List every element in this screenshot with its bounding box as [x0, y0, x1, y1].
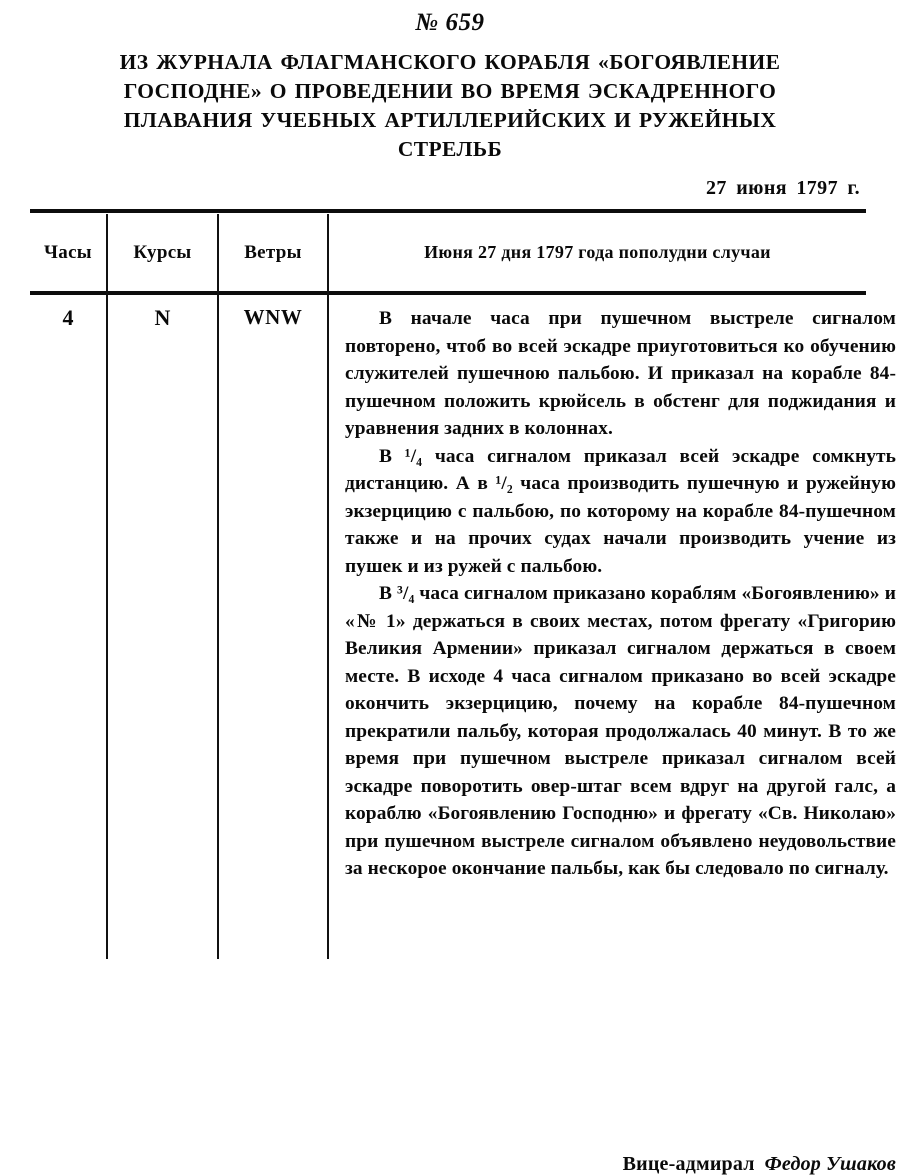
event-paragraph-3: В ³/₄ часа сигналом приказано кораблям «Богоявлению» и «№ 1» держаться в своих местах, потом фрегату «Григорию Великия Армении» приказал сигналом держаться в своем месте. В исходе 4 часа сигналом приказано во всей эскадре окончить экзерцицию, почему на корабле 84-пушечном прекратили пальбу, которая продолжалась 40 минут. В то же время при пушечном выстреле приказал сигналом всей эскадре поворотить овер-штаг всем вдруг на другой галс, а кораблю «Богоявлению Господню» и фрегату «Св. Николаю» при пушечном выстреле сигналом объявлено неудовольствие за нескорое окончание пальбы, как бы следовало по сигналу.: [345, 583, 896, 879]
title-line-3: ПЛАВАНИЯ УЧЕБНЫХ АРТИЛЛЕРИЙСКИХ И РУЖЕЙНЫХ: [123, 107, 777, 132]
title-line-1: ИЗ ЖУРНАЛА ФЛАГМАНСКОГО КОРАБЛЯ «БОГОЯВЛЕНИЕ: [119, 49, 781, 74]
table-top-rule: [30, 209, 866, 213]
cell-course: N: [154, 305, 171, 330]
column-header-hours: Часы: [44, 241, 92, 263]
log-table: [30, 209, 896, 1175]
column-header-course: Курсы: [133, 241, 192, 263]
signature-rank: Вице-адмирал: [622, 1153, 755, 1175]
events-text-column: [345, 305, 896, 883]
cell-hours: 4: [62, 305, 74, 330]
event-paragraph-1: В начале часа при пушечном выстреле сигналом повторено, чтоб во всей эскадре приуготовиться ко обучению служителей пушечною пальбою. И приказал на корабле 84-пушечном положить крюйсель в обстенг для поджидания и уравнения задних в колоннах.: [345, 308, 896, 439]
column-header-wind: Ветры: [244, 241, 302, 263]
title-line-2: ГОСПОДНЕ» О ПРОВЕДЕНИИ ВО ВРЕМЯ ЭСКАДРЕННОГО: [123, 78, 777, 103]
signature-block: [345, 1153, 896, 1176]
cell-wind: WNW: [243, 305, 303, 329]
document-page: [0, 9, 900, 1175]
title-line-4: СТРЕЛЬБ: [397, 136, 503, 161]
table-header-rule: [30, 291, 866, 295]
document-title: [62, 48, 838, 164]
event-paragraph-2: В ¹/₄ часа сигналом приказал всей эскадре сомкнуть дистанцию. А в ¹/₂ часа производить пушечную и ружейную экзерцицию с пальбою, по которому на корабле 84-пушечном также и на прочих судах начали производить учение из пушек и из ружей с пальбою.: [345, 445, 896, 577]
signature-name: Федор Ушаков: [764, 1153, 896, 1175]
document-number: № 659: [415, 9, 485, 36]
column-header-events: Июня 27 дня 1797 года пополудни случаи: [424, 242, 771, 262]
document-date: 27 июня 1797 г.: [706, 176, 860, 199]
column-divider-3: [327, 214, 329, 959]
